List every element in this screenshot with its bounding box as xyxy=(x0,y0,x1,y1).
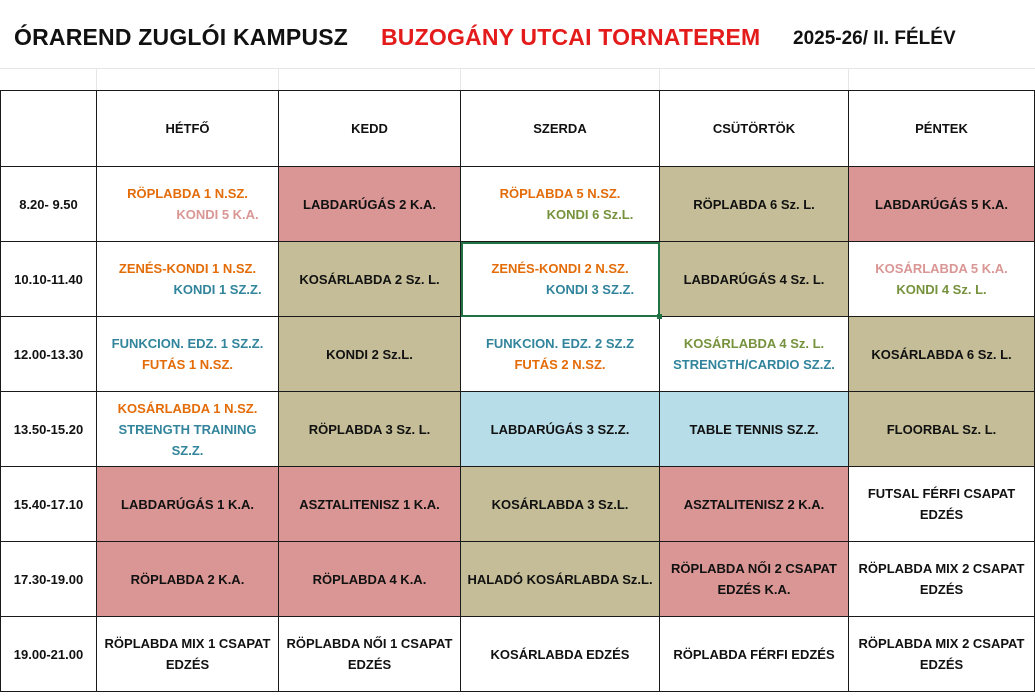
class-label: RÖPLABDA NŐI 2 CSAPAT xyxy=(671,561,837,576)
class-label: EDZÉS xyxy=(165,657,210,672)
class-label: RÖPLABDA MIX 1 CSAPAT xyxy=(104,636,271,651)
time-slot-cell[interactable]: 15.40-17.10 xyxy=(1,467,97,542)
class-label: EDZÉS xyxy=(919,657,964,672)
class-cell-monday[interactable] xyxy=(97,467,279,542)
class-label: LABDARÚGÁS 2 K.A. xyxy=(303,196,436,212)
class-cell-thursday[interactable] xyxy=(660,167,849,242)
class-cell-wednesday[interactable] xyxy=(461,542,660,617)
class-label: STRENGTH/CARDIO SZ.Z. xyxy=(673,357,835,372)
class-cell-thursday[interactable] xyxy=(660,392,849,467)
class-cell-wednesday[interactable] xyxy=(461,467,660,542)
day-header-thursday[interactable]: CSÜTÖRTÖK xyxy=(660,91,849,167)
class-label: ASZTALITENISZ 2 K.A. xyxy=(683,496,825,512)
spreadsheet-gridlines xyxy=(0,68,1035,90)
class-cell-friday[interactable] xyxy=(849,542,1035,617)
class-cell-friday[interactable] xyxy=(849,392,1035,467)
time-slot-cell[interactable]: 13.50-15.20 xyxy=(1,392,97,467)
class-label: KONDI 5 K.A. xyxy=(176,207,259,222)
class-label: EDZÉS xyxy=(347,657,392,672)
class-cell-friday[interactable] xyxy=(849,467,1035,542)
class-label: SZ.Z. xyxy=(171,442,204,458)
class-label: FLOORBAL Sz. L. xyxy=(886,421,997,437)
class-label: RÖPLABDA NŐI 1 CSAPAT xyxy=(286,636,453,651)
class-label: KONDI 3 SZ.Z. xyxy=(545,282,635,297)
class-cell-friday[interactable] xyxy=(849,617,1035,692)
class-label: EDZÉS xyxy=(919,582,964,597)
class-cell-monday[interactable] xyxy=(97,617,279,692)
class-label: KONDI 4 Sz. L. xyxy=(896,282,987,297)
class-label: RÖPLABDA FÉRFI EDZÉS xyxy=(673,646,835,662)
venue-title: BUZOGÁNY UTCAI TORNATEREM xyxy=(381,24,761,50)
corner-cell[interactable] xyxy=(1,91,97,167)
class-label: RÖPLABDA MIX 2 CSAPAT xyxy=(858,561,1025,576)
day-header-row xyxy=(1,91,1035,167)
class-label: KONDI 6 Sz.L. xyxy=(546,207,634,222)
time-slot-cell[interactable]: 8.20- 9.50 xyxy=(1,167,97,242)
class-cell-monday[interactable] xyxy=(97,317,279,392)
time-slot-cell[interactable]: 19.00-21.00 xyxy=(1,617,97,692)
class-cell-monday[interactable] xyxy=(97,392,279,467)
timeslot-row xyxy=(1,167,1035,242)
class-label: RÖPLABDA 5 N.SZ. xyxy=(499,186,621,201)
class-label: RÖPLABDA 4 K.A. xyxy=(312,571,427,587)
class-cell-friday[interactable] xyxy=(849,242,1035,317)
class-label: KOSÁRLABDA 5 K.A. xyxy=(875,261,1008,276)
class-label: RÖPLABDA 6 Sz. L. xyxy=(693,196,815,212)
day-header-friday[interactable]: PÉNTEK xyxy=(849,91,1035,167)
class-cell-tuesday[interactable] xyxy=(279,617,461,692)
class-cell-tuesday[interactable] xyxy=(279,542,461,617)
class-label: KOSÁRLABDA 1 N.SZ. xyxy=(117,400,258,416)
timetable xyxy=(0,90,1035,692)
class-label: STRENGTH TRAINING xyxy=(118,421,257,437)
class-label: ZENÉS-KONDI 1 N.SZ. xyxy=(118,261,257,276)
time-slot-cell[interactable]: 10.10-11.40 xyxy=(1,242,97,317)
timeslot-row xyxy=(1,617,1035,692)
class-cell-monday[interactable] xyxy=(97,242,279,317)
class-cell-friday[interactable] xyxy=(849,317,1035,392)
day-header-monday[interactable]: HÉTFŐ xyxy=(97,91,279,167)
class-label: TABLE TENNIS SZ.Z. xyxy=(689,421,819,437)
class-label: HALADÓ KOSÁRLABDA Sz.L. xyxy=(467,571,653,587)
class-label: ASZTALITENISZ 1 K.A. xyxy=(299,496,440,512)
class-label: FUTÁS 1 N.SZ. xyxy=(141,357,233,372)
class-label: RÖPLABDA 3 Sz. L. xyxy=(308,421,431,437)
class-cell-friday[interactable] xyxy=(849,167,1035,242)
class-cell-tuesday[interactable] xyxy=(279,392,461,467)
class-cell-tuesday[interactable] xyxy=(279,317,461,392)
class-label: RÖPLABDA 1 N.SZ. xyxy=(127,186,248,201)
class-label: EDZÉS K.A. xyxy=(717,582,791,597)
class-label: KOSÁRLABDA 2 Sz. L. xyxy=(299,271,440,287)
class-label: EDZÉS xyxy=(919,507,964,522)
timeslot-row xyxy=(1,467,1035,542)
timeslot-row xyxy=(1,392,1035,467)
class-label: LABDARÚGÁS 4 Sz. L. xyxy=(683,271,825,287)
class-cell-thursday[interactable] xyxy=(660,617,849,692)
class-label: KONDI 1 SZ.Z. xyxy=(173,282,262,297)
page-title: ÓRAREND ZUGLÓI KAMPUSZ xyxy=(14,24,349,50)
class-label: KOSÁRLABDA 4 Sz. L. xyxy=(683,336,825,351)
class-label: FUNKCION. EDZ. 2 SZ.Z xyxy=(485,336,635,351)
class-cell-thursday[interactable] xyxy=(660,467,849,542)
term-label: 2025-26/ II. FÉLÉV xyxy=(793,28,956,49)
class-label: KOSÁRLABDA 3 Sz.L. xyxy=(491,496,629,512)
class-cell-wednesday[interactable] xyxy=(461,167,660,242)
time-slot-cell[interactable]: 12.00-13.30 xyxy=(1,317,97,392)
class-label: LABDARÚGÁS 5 K.A. xyxy=(875,196,1008,212)
class-label: RÖPLABDA MIX 2 CSAPAT xyxy=(858,636,1025,651)
day-header-tuesday[interactable]: KEDD xyxy=(279,91,461,167)
selection-fill-handle[interactable] xyxy=(657,314,662,319)
timeslot-row xyxy=(1,242,1035,317)
class-label: FUTSAL FÉRFI CSAPAT xyxy=(867,486,1016,501)
class-label: LABDARÚGÁS 3 SZ.Z. xyxy=(490,421,630,437)
class-label: FUNKCION. EDZ. 1 SZ.Z. xyxy=(111,336,264,351)
time-slot-cell[interactable]: 17.30-19.00 xyxy=(1,542,97,617)
class-cell-thursday[interactable] xyxy=(660,542,849,617)
class-label: LABDARÚGÁS 1 K.A. xyxy=(121,496,254,512)
class-cell-thursday[interactable] xyxy=(660,242,849,317)
class-label: KOSÁRLABDA EDZÉS xyxy=(490,646,630,662)
day-header-wednesday[interactable]: SZERDA xyxy=(461,91,660,167)
class-cell-monday[interactable] xyxy=(97,167,279,242)
class-label: ZENÉS-KONDI 2 N.SZ. xyxy=(491,261,629,276)
class-cell-monday[interactable] xyxy=(97,542,279,617)
class-label: RÖPLABDA 2 K.A. xyxy=(130,571,245,587)
class-label: KONDI 2 Sz.L. xyxy=(326,346,413,362)
class-cell-wednesday[interactable] xyxy=(461,317,660,392)
timeslot-row xyxy=(1,317,1035,392)
class-cell-wednesday[interactable] xyxy=(461,617,660,692)
class-cell-wednesday[interactable] xyxy=(461,242,660,317)
page-header xyxy=(0,0,1035,68)
class-cell-wednesday[interactable] xyxy=(461,392,660,467)
class-label: FUTÁS 2 N.SZ. xyxy=(514,357,606,372)
class-cell-tuesday[interactable] xyxy=(279,167,461,242)
timeslot-row xyxy=(1,542,1035,617)
class-label: KOSÁRLABDA 6 Sz. L. xyxy=(871,346,1012,362)
class-cell-thursday[interactable] xyxy=(660,317,849,392)
class-cell-tuesday[interactable] xyxy=(279,467,461,542)
class-cell-tuesday[interactable] xyxy=(279,242,461,317)
